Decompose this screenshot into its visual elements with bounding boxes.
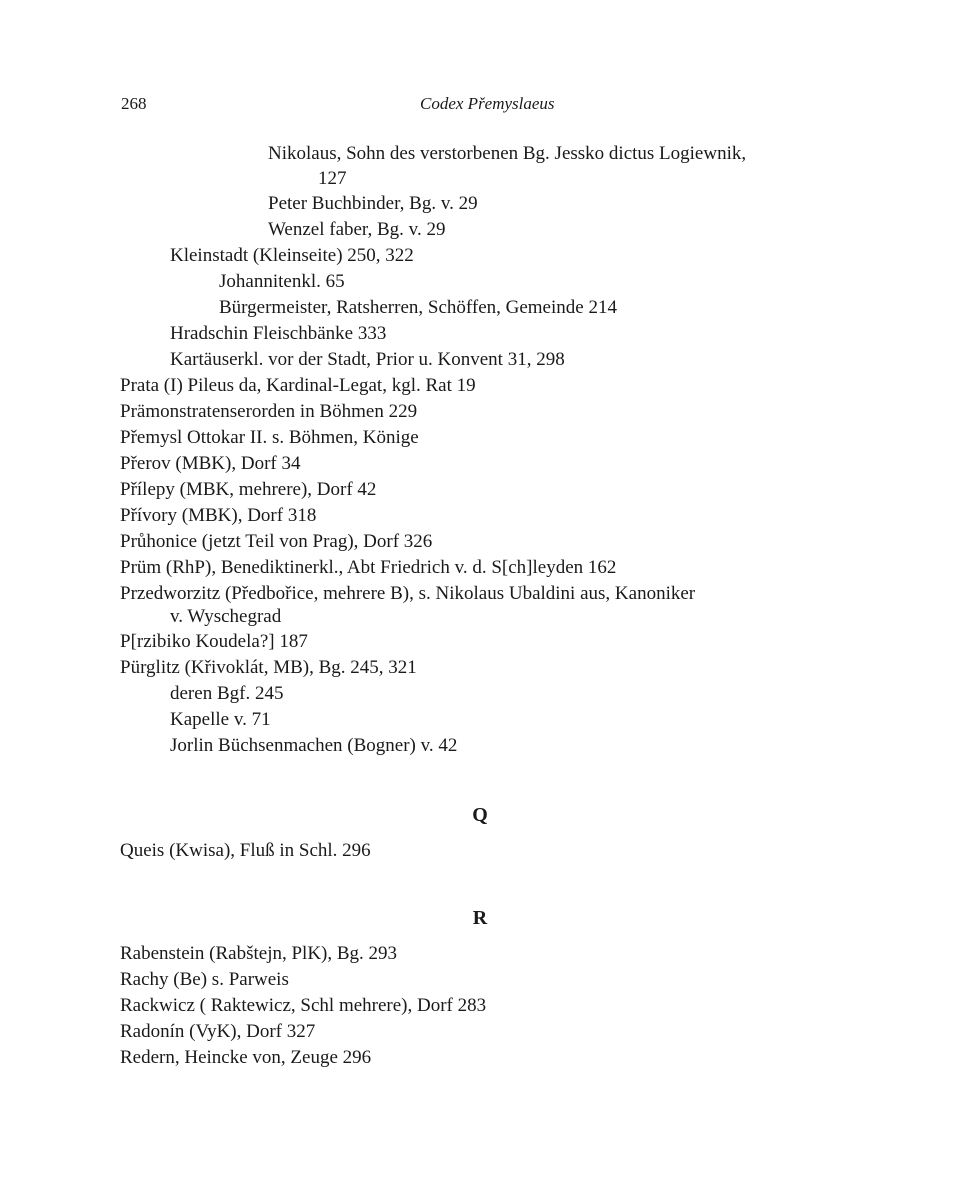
index-entry: Redern, Heincke von, Zeuge 296 <box>120 1047 372 1068</box>
running-title: Codex Přemyslaeus <box>420 94 555 113</box>
index-entry: Prata (I) Pileus da, Kardinal-Legat, kgl. Rat 19 <box>120 375 476 396</box>
index-entry: Kleinstadt (Kleinseite) 250, 322 <box>170 245 414 266</box>
index-entry: Rackwicz ( Raktewicz, Schl mehrere), Dorf 283 <box>120 995 487 1016</box>
index-entry: Přílepy (MBK, mehrere), Dorf 42 <box>120 479 377 500</box>
index-entry: Radonín (VyK), Dorf 327 <box>120 1021 316 1042</box>
index-entry: Bürgermeister, Ratsherren, Schöffen, Gemeinde 214 <box>219 297 617 318</box>
index-entry: Přívory (MBK), Dorf 318 <box>120 505 317 526</box>
index-entry: Przedworzitz (Předbořice, mehrere B), s. Nikolaus Ubaldini aus, Kanoniker <box>120 583 696 604</box>
index-entry: Hradschin Fleischbänke 333 <box>170 323 387 344</box>
index-entry: Peter Buchbinder, Bg. v. 29 <box>268 193 478 214</box>
index-entry: Přemysl Ottokar II. s. Böhmen, Könige <box>120 427 419 448</box>
index-entry: Queis (Kwisa), Fluß in Schl. 296 <box>120 840 371 861</box>
index-entry: Přerov (MBK), Dorf 34 <box>120 453 301 474</box>
index-entry-continuation: v. Wyschegrad <box>170 606 282 627</box>
index-entry: Rabenstein (Rabštejn, PlK), Bg. 293 <box>120 943 398 964</box>
index-entry: Prämonstratenserorden in Böhmen 229 <box>120 401 418 422</box>
index-entry: P[rzibiko Koudela?] 187 <box>120 631 308 652</box>
section-heading-q: Q <box>472 804 488 826</box>
index-entry: Rachy (Be) s. Parweis <box>120 969 289 990</box>
index-entry: Kartäuserkl. vor der Stadt, Prior u. Konvent 31, 298 <box>170 349 565 370</box>
section-heading-r: R <box>472 907 488 929</box>
index-entry: Prüm (RhP), Benediktinerkl., Abt Friedrich v. d. S[ch]leyden 162 <box>120 557 617 578</box>
index-entry: Kapelle v. 71 <box>170 709 271 730</box>
index-entry: Johannitenkl. 65 <box>219 271 345 292</box>
index-entry: Wenzel faber, Bg. v. 29 <box>268 219 446 240</box>
page-number: 268 <box>121 94 147 113</box>
index-entry: Nikolaus, Sohn des verstorbenen Bg. Jessko dictus Logiewnik, <box>268 143 747 164</box>
index-entry-continuation: 127 <box>318 168 347 189</box>
index-entry: Jorlin Büchsenmachen (Bogner) v. 42 <box>170 735 458 756</box>
index-entry: Průhonice (jetzt Teil von Prag), Dorf 326 <box>120 531 433 552</box>
index-entry: deren Bgf. 245 <box>170 683 284 704</box>
index-entry: Pürglitz (Křivoklát, MB), Bg. 245, 321 <box>120 657 417 678</box>
